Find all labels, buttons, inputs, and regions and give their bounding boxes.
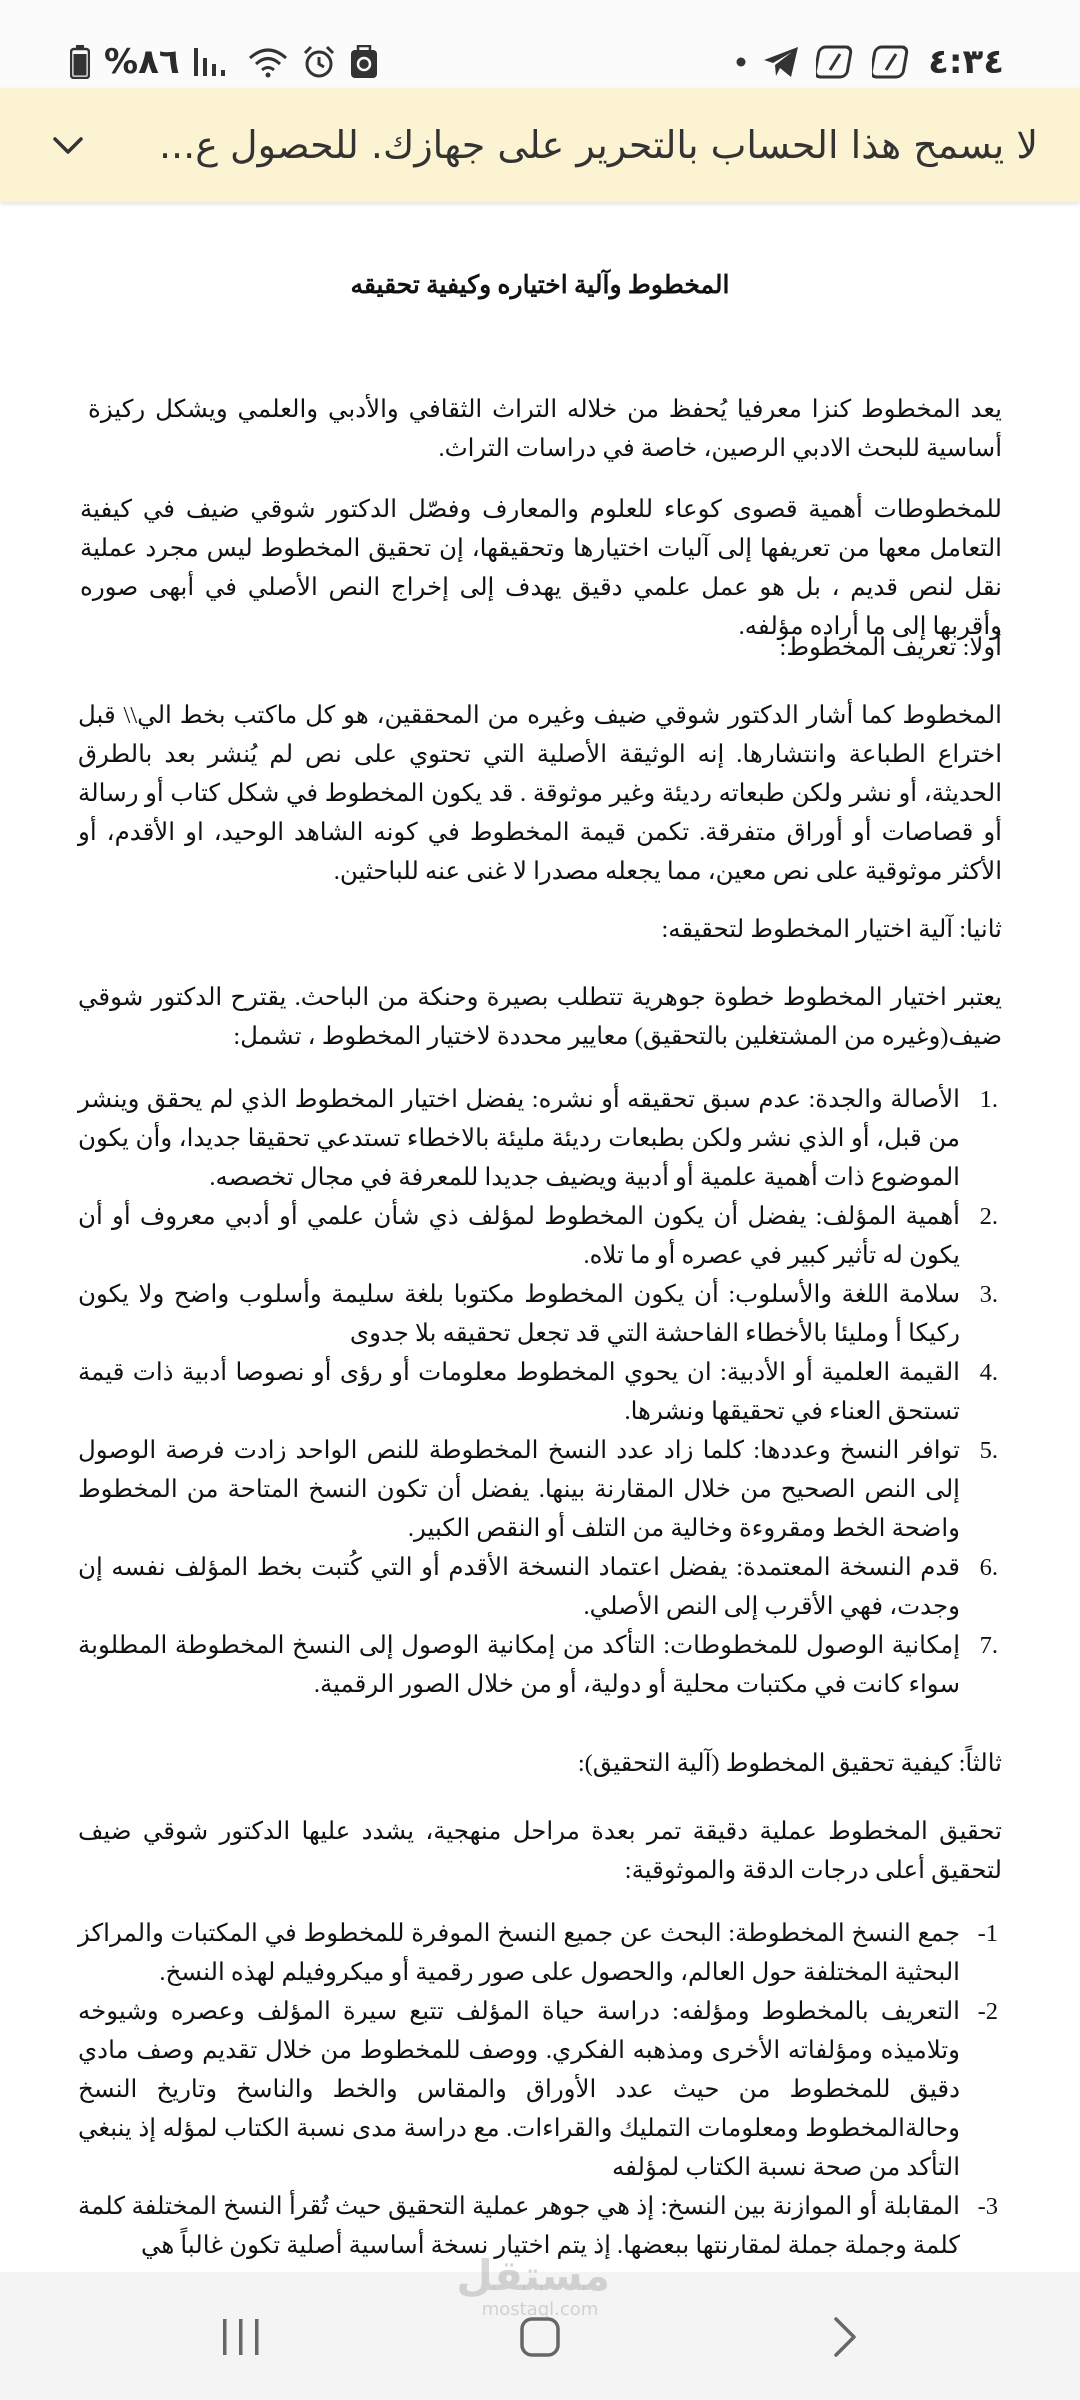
list-item <box>78 1197 998 1275</box>
intro-paragraph-2: للمخطوطات أهمية قصوى كوعاء للعلوم والمعارف وفصّل الدكتور شوقي ضيف في كيفية التعامل معها من تعريفها إلى آليات اختيارها وتحقيقها، إن تحقيق المخطوط ليس مجرد عملية نقل لنص قديم ، بل هو عمل علمي دقيق يهدف إلى إخراج النص الأصلي في أبهى صوره وأقربها إلى ما أراده مؤلفه. <box>80 496 1002 640</box>
list-item <box>78 1914 998 1992</box>
app-notification-icon <box>350 45 378 79</box>
list-number: 2- <box>977 1998 998 2025</box>
chevron-down-icon[interactable] <box>40 118 96 174</box>
list-item-text: أهمية المؤلف: يفضل أن يكون المخطوط لمؤلف ذي شأن علمي أو أدبي معروف أو أن يكون له تأثير كبير في عصره أو ما تلاه. <box>78 1203 960 1269</box>
list-number: .7 <box>979 1632 998 1659</box>
list-item <box>78 1992 998 2187</box>
list-number: .5 <box>979 1437 998 1464</box>
intro-paragraph-1: يعد المخطوط كنزا معرفيا يُحفظ من خلاله التراث الثقافي والأدبي والعلمي ويشكل ركيزة أساسية للبحث الادبي الرصين، خاصة في دراسات التراث. <box>88 396 1002 462</box>
telegram-icon <box>762 45 800 79</box>
alarm-icon <box>302 45 336 79</box>
list-number: .1 <box>979 1086 998 1113</box>
watermark-domain: mostaql.com <box>481 2299 599 2320</box>
list-item <box>78 1353 998 1431</box>
back-button[interactable] <box>810 2302 880 2372</box>
battery-icon <box>70 45 90 79</box>
battery-percent: %٨٦ <box>104 42 180 82</box>
list-number: .2 <box>979 1203 998 1230</box>
list-item <box>78 1548 998 1626</box>
status-right-group <box>736 38 1004 86</box>
section-heading-definition: أولا: تعريف المخطوط: <box>779 634 1002 661</box>
edit-restriction-banner[interactable] <box>0 88 1080 202</box>
clock-time: ٤:٣٤ <box>928 42 1004 82</box>
list-item-text: توافر النسخ وعددها: كلما زاد عدد النسخ المخطوطة للنص الواحد زادت فرصة الوصول إلى النص الصحيح من خلال المقارنة بينها. يفضل أن تكون النسخ المتاحة من المخطوط واضحة الخط ومقروءة وخالية من التلف أو النقص الكبير. <box>78 1437 960 1542</box>
list-item-text: قدم النسخة المعتمدة: يفضل اعتماد النسخة الأقدم أو التي كُتبت بخط المؤلف نفسه إن وجدت، فهي الأقرب إلى النص الأصلي. <box>78 1554 960 1620</box>
list-number: .4 <box>979 1359 998 1386</box>
method-steps-list <box>78 1914 998 2265</box>
list-item-text: التعريف بالمخطوط ومؤلفه: دراسة حياة المؤلف تتبع سيرة المؤلف وعصره وشيوخه وتلاميذه ومؤلفاته الأخرى ومذهبه الفكري. ووصف للمخطوط من خلال تقديم وصف مادي دقيق للمخطوط من حيث عدد الأوراق والمقاس والخط والناسخ وتاريخ النسخ وحالةالمخطوط ومعلومات التمليك والقراءات. مع دراسة مدى نسبة الكتاب لمؤله إذ ينبغي التأكد من صحة نسبة الكتاب لمؤلفه <box>78 1998 960 2181</box>
document-viewer[interactable] <box>0 202 1080 2272</box>
document-title: المخطوط وآلية اختياره وكيفية تحقيقه <box>350 272 730 299</box>
list-item <box>78 1431 998 1548</box>
recent-apps-button[interactable] <box>206 2302 276 2372</box>
list-item-text: المقابلة أو الموازنة بين النسخ: إذ هي جوهر عملية التحقيق حيث تُقرأ النسخ المختلفة كلمة كلمة وجملة جملة لمقارنتها ببعضها. إذ يتم اختيار نسخة أساسية أصلية تكون غالباً هي <box>78 2193 960 2259</box>
section-heading-method: ثالثاً: كيفية تحقيق المخطوط (آلية التحقيق): <box>577 1750 1002 1777</box>
list-number: .3 <box>979 1281 998 1308</box>
definition-paragraph: المخطوط كما أشار الدكتور شوقي ضيف وغيره من المحققين، هو كل ماكتب بخط الي\\ قبل اختراع الطباعة وانتشارها. إنه الوثيقة الأصلية التي تحتوي على نص لم يُنشر بعد بالطرق الحديثة، أو نشر ولكن طبعاته رديئة وغير موثوقة . قد يكون المخطوط في شكل كتاب أو رسالة أو قصاصات أو أوراق متفرقة. تكمن قيمة المخطوط في كونه الشاهد الوحيد، او الأقدم، أو الأكثر موثوقية على نص معين، مما يجعله مصدرا لا غنى عنه للباحثين. <box>78 702 1002 885</box>
home-icon <box>518 2315 562 2359</box>
status-left-group <box>70 38 378 86</box>
banner-message: لا يسمح هذا الحساب بالتحرير على جهازك. للحصول ع... <box>158 123 1038 167</box>
list-item-text: القيمة العلمية أو الأدبية: ان يحوي المخطوط معلومات أو رؤى أو نصوصا أدبية ذات قيمة تستحق العناء في تحقيقها ونشرها. <box>78 1359 960 1425</box>
list-item-text: سلامة اللغة والأسلوب: أن يكون المخطوط مكتوبا بلغة سليمة وأسلوب واضح ولا يكون ركيكا أ ومليئا بالأخطاء الفاحشة التي قد تجعل تحقيقه بلا جدوى <box>78 1281 960 1347</box>
list-number: .6 <box>979 1554 998 1581</box>
method-intro-paragraph: تحقيق المخطوط عملية دقيقة تمر بعدة مراحل منهجية، يشدد عليها الدكتور شوقي ضيف لتحقيق أعلى درجات الدقة والموثوقية: <box>78 1818 1002 1884</box>
list-item-text: الأصالة والجدة: عدم سبق تحقيقه أو نشره: يفضل اختيار المخطوط الذي لم يحقق وينشر من قبل، أو الذي نشر ولكن بطبعات رديئة مليئة بالاخطاء تستدعي تحقيقا جديدا، وأن يكون الموضوع ذات أهمية علمية أو أدبية ويضيف جديدا للمعرفة في مجال تخصصه. <box>78 1086 960 1191</box>
dot-icon <box>736 57 746 67</box>
list-item <box>78 1275 998 1353</box>
signal-icon <box>194 46 234 78</box>
section-heading-selection: ثانيا: آلية اختيار المخطوط لتحقيقه: <box>661 916 1002 943</box>
back-icon <box>830 2315 860 2359</box>
sim-card-icon-2 <box>872 45 912 79</box>
list-item <box>78 1080 998 1197</box>
sim-card-icon <box>816 45 856 79</box>
wifi-icon <box>248 46 288 78</box>
list-number: 3- <box>977 2193 998 2220</box>
list-item <box>78 1626 998 1704</box>
selection-intro-paragraph: يعتبر اختيار المخطوط خطوة جوهرية تتطلب بصيرة وحنكة من الباحث. يقترح الدكتور شوقي ضيف(وغيره من المشتغلين بالتحقيق) معايير محددة لاختيار المخطوط ، تشمل: <box>78 984 1002 1050</box>
selection-criteria-list <box>78 1080 998 1704</box>
list-item-text: إمكانية الوصول للمخطوطات: التأكد من إمكانية الوصول إلى النسخ المخطوطة المطلوبة سواء كانت في مكتبات محلية أو دولية، أو من خلال الصور الرقمية. <box>78 1632 960 1698</box>
mostaql-watermark <box>456 2251 610 2320</box>
watermark-brand: مستقل <box>456 2251 610 2300</box>
recent-apps-icon <box>219 2317 263 2357</box>
list-item-text: جمع النسخ المخطوطة: البحث عن جميع النسخ الموفرة للمخطوط في المكتبات والمراكز البحثية المختلفة حول العالم، والحصول على صور رقمية أو ميكروفيلم لهذه النسخ. <box>78 1920 960 1986</box>
list-number: 1- <box>977 1920 998 1947</box>
status-bar <box>0 0 1080 88</box>
